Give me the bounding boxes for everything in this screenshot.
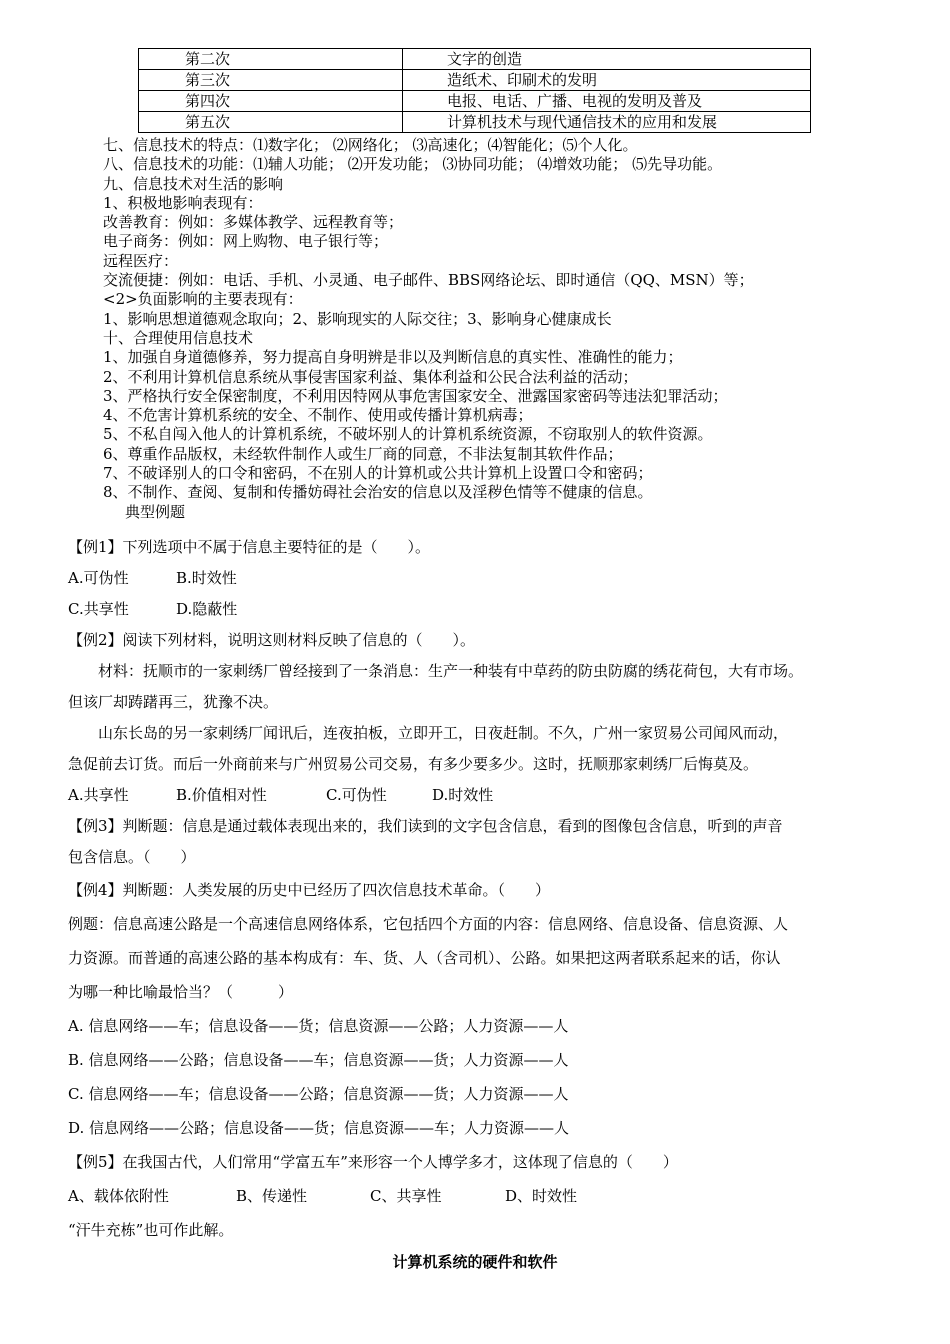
notes-block <box>103 136 923 522</box>
option-d: D.时效性 <box>432 786 494 804</box>
note-line: 2、不利用计算机信息系统从事侵害国家利益、集体利益和公民合法利益的活动； <box>103 367 638 386</box>
option-b: B. 信息网络——公路；信息设备——车；信息资源——货；人力资源——人 <box>68 1051 569 1069</box>
option-c: C.可伪性 <box>326 786 387 804</box>
note-line-functions: 八、信息技术的功能：⑴辅人功能； ⑵开发功能； ⑶协同功能； ⑷增效功能； ⑸先导功能。 <box>103 155 723 174</box>
note-line-heading-impact: 九、信息技术对生活的影响 <box>103 174 284 193</box>
example-2-question: 【例2】阅读下列材料，说明这则材料反映了信息的（ ）。 <box>68 631 476 649</box>
example-1-options-row <box>68 594 898 625</box>
table-cell-order: 第四次 <box>139 91 403 112</box>
table-cell-order: 第三次 <box>139 70 403 91</box>
paragraph-line: 但该厂却踌躇再三，犹豫不决。 <box>68 693 279 711</box>
note-line-features: 七、信息技术的特点：⑴数字化； ⑵网络化； ⑶高速化；⑷智能化；⑸个人化。 <box>103 136 638 154</box>
table-cell-content: 电报、电话、广播、电视的发明及普及 <box>403 91 811 112</box>
option-c: C.共享性 <box>68 600 129 618</box>
table-cell-order: 第五次 <box>139 112 403 133</box>
note-line: 远程医疗： <box>103 251 179 270</box>
table-row <box>139 91 811 112</box>
option-a: A. 信息网络——车；信息设备——货；信息资源——公路；人力资源——人 <box>68 1017 569 1035</box>
example-1-question: 【例1】下列选项中不属于信息主要特征的是（ ）。 <box>68 538 431 556</box>
note-line: 1、积极地影响表现有： <box>103 193 263 212</box>
option-b: B.时效性 <box>176 569 237 587</box>
example-3-question-cont: 包含信息。（ ） <box>68 848 196 866</box>
note-line: 4、不危害计算机系统的安全、不制作、使用或传播计算机病毒； <box>103 406 533 425</box>
paragraph-line: 山东长岛的另一家刺绣厂闻讯后，连夜拍板，立即开工，日夜赶制。不久，广州一家贸易公司闻风而动， <box>98 724 789 742</box>
option-d: D、时效性 <box>505 1187 578 1205</box>
option-a: A.共享性 <box>68 786 129 804</box>
note-line: 6、尊重作品版权，未经软件制作人或生厂商的同意，不非法复制其软件作品； <box>103 444 623 463</box>
table-cell-content: 计算机技术与现代通信技术的应用和发展 <box>403 112 811 133</box>
option-c: C. 信息网络——车；信息设备——公路；信息资源——货；人力资源——人 <box>68 1085 569 1103</box>
option-a: A.可伪性 <box>68 569 129 587</box>
it-revolutions-table <box>138 48 811 133</box>
note-line: 1、影响思想道德观念取向；2、影响现实的人际交往；3、影响身心健康成长 <box>103 309 612 328</box>
note-line: 改善教育：例如：多媒体教学、远程教育等； <box>103 213 404 232</box>
extra-example-question: 例题：信息高速公路是一个高速信息网络体系，它包括四个方面的内容：信息网络、信息设备、信息资源、人 <box>68 915 789 933</box>
table-cell-order: 第二次 <box>139 49 403 70</box>
example-5-question: 【例5】在我国古代，人们常用“学富五车”来形容一个人博学多才，这体现了信息的（ ） <box>68 1153 678 1171</box>
note-line: 5、不私自闯入他人的计算机系统，不破坏别人的计算机系统资源，不窃取别人的软件资源。 <box>103 425 713 444</box>
example-3-question: 【例3】判断题：信息是通过载体表现出来的，我们读到的文字包含信息，看到的图像包含信息，听到的声音 <box>68 817 783 835</box>
example-1-options-row <box>68 563 898 594</box>
option-a: A、载体依附性 <box>68 1187 169 1205</box>
example-4-question: 【例4】判断题：人类发展的历史中已经历了四次信息技术革命。（ ） <box>68 881 551 899</box>
table-row <box>139 70 811 91</box>
option-d: D. 信息网络——公路；信息设备——货；信息资源——车；人力资源——人 <box>68 1119 570 1137</box>
examples-block <box>68 532 898 1247</box>
extra-example-question-cont: 为哪一种比喻最恰当？（ ） <box>68 983 294 1001</box>
note-line-heading-usage: 十、合理使用信息技术 <box>103 328 254 347</box>
note-line-typical-examples: 典型例题 <box>125 502 186 521</box>
option-b: B.价值相对性 <box>176 786 267 804</box>
example-5-note: “汗牛充栋”也可作此解。 <box>68 1221 234 1239</box>
note-line: 1、加强自身道德修养，努力提高自身明辨是非以及判断信息的真实性、准确性的能力； <box>103 348 683 367</box>
note-line: 3、严格执行安全保密制度，不利用因特网从事危害国家安全、泄露国家密码等违法犯罪活动； <box>103 386 728 405</box>
note-line: 电子商务：例如：网上购物、电子银行等； <box>103 232 389 251</box>
table-row <box>139 112 811 133</box>
option-c: C、共享性 <box>370 1187 442 1205</box>
note-line: 交流便捷：例如：电话、手机、小灵通、电子邮件、BBS网络论坛、即时通信（QQ、MSN）等； <box>103 271 754 290</box>
note-line: 7、不破译别人的口令和密码，不在别人的计算机或公共计算机上设置口令和密码； <box>103 464 653 483</box>
option-b: B、传递性 <box>236 1187 308 1205</box>
note-line: <2>负面影响的主要表现有： <box>103 290 303 309</box>
extra-example-question-cont: 力资源。而普通的高速公路的基本构成有：车、货、人（含司机）、公路。如果把这两者联系起来的话，你认 <box>68 949 781 967</box>
paragraph-line: 急促前去订货。而后一外商前来与广州贸易公司交易，有多少要多少。这时，抚顺那家刺绣厂后悔莫及。 <box>68 755 759 773</box>
table-row <box>139 49 811 70</box>
option-d: D.隐蔽性 <box>176 600 238 618</box>
section-title: 计算机系统的硬件和软件 <box>392 1253 558 1271</box>
note-line: 8、不制作、查阅、复制和传播妨碍社会治安的信息以及淫秽色情等不健康的信息。 <box>103 483 653 502</box>
table-cell-content: 造纸术、印刷术的发明 <box>403 70 811 91</box>
paragraph-line: 材料：抚顺市的一家刺绣厂曾经接到了一条消息：生产一种装有中草药的防虫防腐的绣花荷包，大有市场。 <box>98 662 804 680</box>
table-cell-content: 文字的创造 <box>403 49 811 70</box>
example-5-options-row <box>68 1179 898 1213</box>
example-2-options-row <box>68 780 898 811</box>
